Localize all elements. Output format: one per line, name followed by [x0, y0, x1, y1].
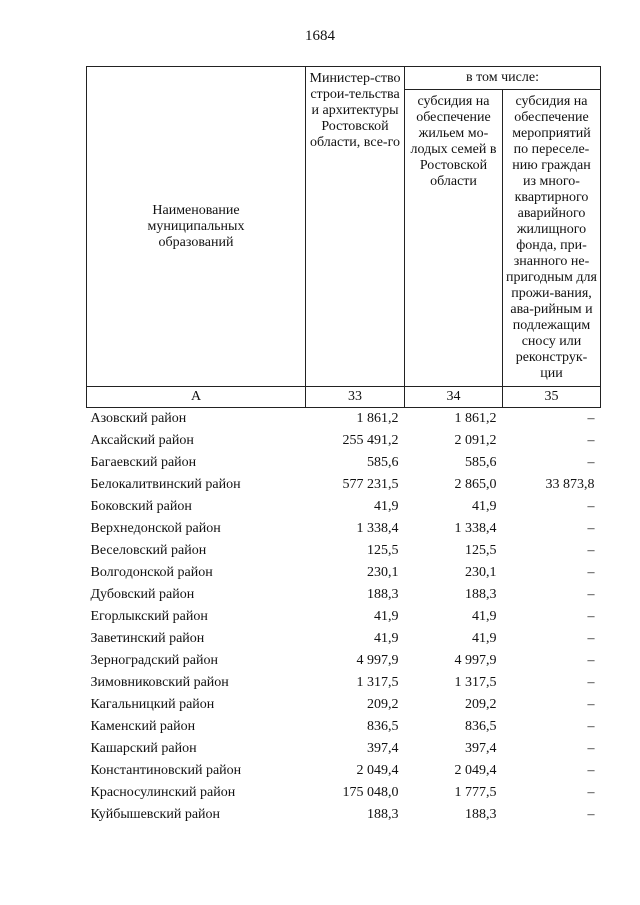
column-number-35: 35 — [503, 387, 601, 408]
young-families-subsidy-value: 125,5 — [465, 543, 497, 558]
municipality-name: Кагальницкий район — [90, 697, 215, 712]
resettlement-subsidy-value: – — [587, 499, 595, 514]
table-row — [87, 540, 601, 562]
table-row — [87, 452, 601, 474]
header-resettlement-subsidy-label: субсидия на обеспечение мероприятий по переселе-нию граждан из много-квартирного аварийного жилищного фонда, при-знанного не-пригодным для прожи-вания, ава-рийным и подлежащим сносу или реконструк-ции — [506, 94, 597, 381]
ministry-total-value: 209,2 — [367, 697, 399, 712]
ministry-total-value: 1 338,4 — [356, 521, 399, 536]
resettlement-subsidy-value: – — [587, 543, 595, 558]
table-body — [87, 408, 601, 827]
column-numbers-row — [87, 387, 601, 408]
header-including — [405, 67, 601, 90]
table-row — [87, 738, 601, 760]
table-row — [87, 804, 601, 826]
table-row — [87, 650, 601, 672]
municipality-name: Зимовниковский район — [90, 675, 229, 690]
resettlement-subsidy-value: – — [587, 587, 595, 602]
page-number: 1684 — [305, 28, 335, 44]
municipality-name: Верхнедонской район — [90, 521, 221, 536]
resettlement-subsidy-value: – — [587, 631, 595, 646]
municipality-name: Куйбышевский район — [90, 807, 221, 822]
young-families-subsidy-value: 836,5 — [465, 719, 497, 734]
table-row — [87, 584, 601, 606]
ministry-total-value: 175 048,0 — [342, 785, 399, 800]
table-header — [87, 67, 601, 408]
municipality-name: Кашарский район — [90, 741, 197, 756]
young-families-subsidy-value: 2 049,4 — [454, 763, 497, 778]
young-families-subsidy-value: 2 091,2 — [454, 433, 497, 448]
ministry-total-value: 125,5 — [367, 543, 399, 558]
table-row — [87, 716, 601, 738]
ministry-total-value: 41,9 — [374, 631, 399, 646]
municipality-name: Заветинский район — [90, 631, 205, 646]
young-families-subsidy-value: 4 997,9 — [454, 653, 497, 668]
column-number-a: А — [87, 387, 306, 408]
young-families-subsidy-value: 1 317,5 — [454, 675, 497, 690]
ministry-total-value: 230,1 — [367, 565, 399, 580]
ministry-total-value: 397,4 — [367, 741, 399, 756]
young-families-subsidy-value: 1 338,4 — [454, 521, 497, 536]
municipality-name: Боковский район — [90, 499, 192, 514]
resettlement-subsidy-value: – — [587, 433, 595, 448]
municipality-name: Волгодонской район — [90, 565, 213, 580]
municipality-name: Дубовский район — [90, 587, 195, 602]
municipality-name: Каменский район — [90, 719, 196, 734]
young-families-subsidy-value: 209,2 — [465, 697, 497, 712]
header-resettlement-subsidy — [503, 90, 601, 387]
ministry-total-value: 1 861,2 — [356, 411, 399, 426]
resettlement-subsidy-value: – — [587, 521, 595, 536]
table-row — [87, 672, 601, 694]
header-young-families-subsidy-label: субсидия на обеспечение жильем мо-лодых семей в Ростовской области — [410, 94, 497, 189]
young-families-subsidy-value: 2 865,0 — [454, 477, 497, 492]
ministry-total-value: 4 997,9 — [356, 653, 399, 668]
resettlement-subsidy-value: – — [587, 455, 595, 470]
header-including-label: в том числе: — [466, 70, 539, 85]
ministry-total-value: 585,6 — [367, 455, 399, 470]
young-families-subsidy-value: 1 861,2 — [454, 411, 497, 426]
ministry-total-value: 188,3 — [367, 807, 399, 822]
ministry-total-value: 1 317,5 — [356, 675, 399, 690]
municipality-name: Егорлыкский район — [90, 609, 208, 624]
municipality-name: Красносулинский район — [90, 785, 236, 800]
young-families-subsidy-value: 230,1 — [465, 565, 497, 580]
municipality-name: Белокалитвинский район — [90, 477, 241, 492]
resettlement-subsidy-value: 33 873,8 — [545, 477, 595, 492]
table-row — [87, 408, 601, 431]
resettlement-subsidy-value: – — [587, 807, 595, 822]
young-families-subsidy-value: 188,3 — [465, 587, 497, 602]
header-municipality-label: Наименование муниципальных образований — [147, 202, 245, 250]
municipality-name: Азовский район — [90, 411, 187, 426]
young-families-subsidy-value: 1 777,5 — [454, 785, 497, 800]
header-ministry-total — [306, 67, 405, 387]
subsidy-table — [86, 66, 601, 826]
municipality-name: Веселовский район — [90, 543, 207, 558]
young-families-subsidy-value: 41,9 — [472, 499, 497, 514]
resettlement-subsidy-value: – — [587, 411, 595, 426]
young-families-subsidy-value: 41,9 — [472, 631, 497, 646]
young-families-subsidy-value: 41,9 — [472, 609, 497, 624]
table-row — [87, 782, 601, 804]
resettlement-subsidy-value: – — [587, 565, 595, 580]
column-number-34: 34 — [405, 387, 503, 408]
young-families-subsidy-value: 585,6 — [465, 455, 497, 470]
ministry-total-value: 577 231,5 — [342, 477, 399, 492]
table-row — [87, 760, 601, 782]
resettlement-subsidy-value: – — [587, 609, 595, 624]
table-row — [87, 606, 601, 628]
header-young-families-subsidy — [405, 90, 503, 387]
resettlement-subsidy-value: – — [587, 697, 595, 712]
header-ministry-total-label: Министер-ство строи-тельства и архитектуры Ростовской области, все-го — [309, 71, 401, 150]
header-municipality — [87, 67, 306, 387]
young-families-subsidy-value: 397,4 — [465, 741, 497, 756]
table-row — [87, 430, 601, 452]
ministry-total-value: 41,9 — [374, 609, 399, 624]
ministry-total-value: 836,5 — [367, 719, 399, 734]
municipality-name: Константиновский район — [90, 763, 242, 778]
resettlement-subsidy-value: – — [587, 763, 595, 778]
resettlement-subsidy-value: – — [587, 741, 595, 756]
table-row — [87, 628, 601, 650]
resettlement-subsidy-value: – — [587, 675, 595, 690]
column-number-33: 33 — [306, 387, 405, 408]
table-row — [87, 496, 601, 518]
resettlement-subsidy-value: – — [587, 719, 595, 734]
resettlement-subsidy-value: – — [587, 785, 595, 800]
ministry-total-value: 41,9 — [374, 499, 399, 514]
ministry-total-value: 2 049,4 — [356, 763, 399, 778]
table-row — [87, 694, 601, 716]
young-families-subsidy-value: 188,3 — [465, 807, 497, 822]
municipality-name: Багаевский район — [90, 455, 197, 470]
resettlement-subsidy-value: – — [587, 653, 595, 668]
table-row — [87, 518, 601, 540]
ministry-total-value: 188,3 — [367, 587, 399, 602]
municipality-name: Зерноградский район — [90, 653, 218, 668]
ministry-total-value: 255 491,2 — [342, 433, 399, 448]
table-row — [87, 474, 601, 496]
table-row — [87, 562, 601, 584]
municipality-name: Аксайский район — [90, 433, 194, 448]
